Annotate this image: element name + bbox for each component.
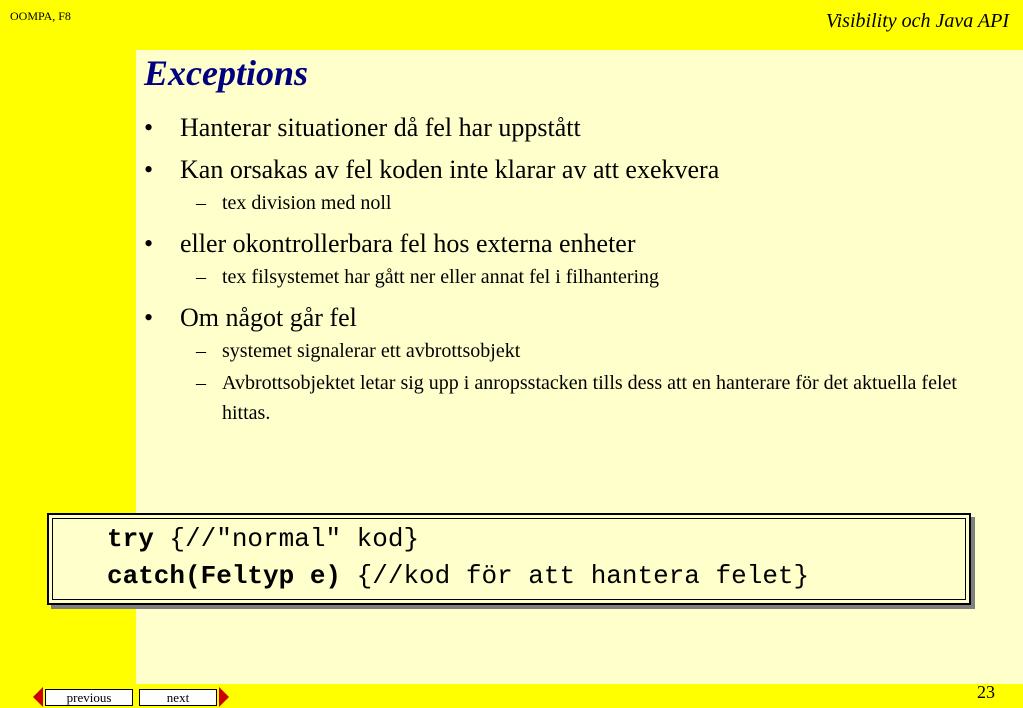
- bullet-text: Hanterar situationer då fel har uppstått: [180, 113, 581, 142]
- previous-button[interactable]: previous: [45, 689, 133, 706]
- code-line-catch: [107, 561, 809, 591]
- sub-dash: –: [196, 372, 206, 394]
- sub-dash: –: [196, 192, 206, 214]
- bullet-mark: •: [144, 229, 154, 258]
- sub-list: [180, 336, 1016, 428]
- previous-arrow-icon[interactable]: [33, 687, 43, 707]
- sub-item: [180, 188, 1016, 218]
- sub-text: tex division med noll: [222, 192, 392, 214]
- header-lecture-title: Visibility och Java API: [825, 10, 1009, 32]
- sub-text: Avbrottsobjektet letar sig upp i anropsstacken tills dess att en hanterare för det aktuella felet hittas.: [222, 372, 957, 424]
- code-comment-handler: {//kod för att hantera felet}: [341, 561, 810, 591]
- slide-title: Exceptions: [144, 53, 309, 93]
- page-number: 23: [977, 682, 995, 702]
- bullet-mark: •: [144, 303, 154, 332]
- bullet-item: [144, 112, 1016, 144]
- code-keyword-try: try: [107, 524, 154, 554]
- next-button[interactable]: next: [139, 689, 217, 706]
- sub-dash: –: [196, 340, 206, 362]
- sub-list: [180, 262, 1016, 292]
- bullet-item: [144, 154, 1016, 218]
- code-example-box: [47, 513, 971, 605]
- bullet-mark: •: [144, 113, 154, 142]
- bullet-text: Om något går fel: [180, 303, 357, 332]
- next-arrow-icon[interactable]: [219, 687, 229, 707]
- bullet-mark: •: [144, 155, 154, 184]
- sub-item: [180, 336, 1016, 366]
- sub-text: systemet signalerar ett avbrottsobjekt: [222, 340, 521, 362]
- code-line-try: [107, 524, 419, 554]
- bullet-item: [144, 302, 1016, 428]
- bullet-text: eller okontrollerbara fel hos externa enheter: [180, 229, 636, 258]
- header-course-label: OOMPA, F8: [10, 9, 71, 23]
- sub-item: [180, 262, 1016, 292]
- bullet-text: Kan orsakas av fel koden inte klarar av att exekvera: [180, 155, 720, 184]
- sub-list: [180, 188, 1016, 218]
- bullet-item: [144, 228, 1016, 292]
- code-keyword-catch: catch(Feltyp e): [107, 561, 342, 591]
- sub-dash: –: [196, 266, 206, 288]
- sub-item: [180, 368, 1016, 428]
- sub-text: tex filsystemet har gått ner eller annat fel i filhantering: [222, 266, 660, 288]
- bullet-list: [144, 112, 1016, 428]
- code-comment-normal: {//"normal" kod}: [153, 524, 420, 554]
